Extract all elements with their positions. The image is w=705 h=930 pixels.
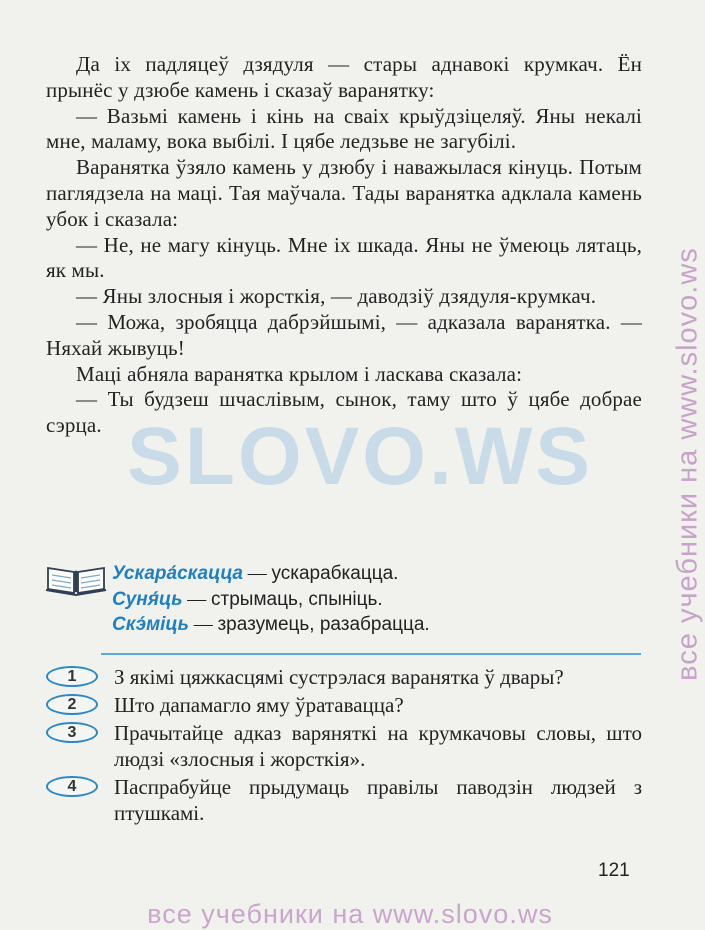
question-text: Што дапамагло яму ўратавацца? [114,693,404,717]
question-number-badge: 2 [46,694,98,715]
side-watermark: все учебники на www.slovo.ws [671,247,704,681]
question-text: З якімі цяжкасцямі сустрэлася варанятка ў двары? [114,665,564,689]
question-item [46,692,642,718]
story-paragraph: — Ты будзеш шчаслівым, сынок, таму што ў цябе добрае сэрца. [46,387,642,438]
glossary-definition: ускарабкацца. [271,563,399,584]
glossary-definition: стрымаць, спыніць. [211,588,383,610]
glossary [112,561,632,638]
question-item [46,720,642,772]
glossary-dash: — [193,614,213,635]
center-watermark: SLOVO.WS [127,411,593,502]
glossary-term: Ускара́скацца [112,563,243,584]
question-text: Прачытайце адказ варяняткі на крумкачовы словы, што людзі «злосныя і жорсткія». [114,721,642,771]
story-paragraph: Да іх падляцеў дзядуля — стары аднавокі крумкач. Ён прынёс у дзюбе камень і сказаў варанятку: [46,52,642,102]
story-paragraph: — Яны злосныя і жорсткія, — даводзіў дзядуля-крумкач. [76,284,597,309]
question-number-badge: 4 [46,776,98,797]
question-item [46,774,642,826]
question-number-badge: 3 [46,722,98,743]
glossary-definition: зразумець, разабрацца. [217,614,430,635]
glossary-term: Скэ́міць [112,614,189,635]
section-divider [101,653,641,655]
glossary-entry [112,612,632,638]
bottom-watermark: все учебники на www.slovo.ws [147,899,553,929]
story-paragraph: — Не, не магу кінуць. Мне іх шкада. Яны не ўмеюць лятаць, як мы. [46,232,642,283]
glossary-entry [112,561,632,587]
question-number-badge: 1 [46,666,98,687]
questions-list [46,664,642,828]
page-number: 121 [598,860,630,881]
glossary-dash: — [247,563,267,584]
story-paragraph: — Вазьмі камень і кінь на сваіх крыўдзіцеляў. Яны некалі мне, маламу, вока выбілі. І цябе ледзьве не загубілі. [46,103,642,154]
glossary-dash: — [187,588,207,610]
glossary-entry [112,587,632,613]
story-paragraph: Варанятка ўзяло камень у дзюбу і наважылася кінуць. Потым паглядзела на маці. Тая маўчала. Тады варанятка адклала камень убок і сказала: [46,155,642,231]
question-item [46,664,642,690]
story-paragraph: — Можа, зробяцца дабрэйшымі, — адказала варанятка. — Няхай жывуць! [46,309,642,360]
story-paragraph: Маці абняла варанятка крылом і ласкава сказала: [76,361,523,386]
glossary-term: Суня́ць [112,588,183,610]
story-text [46,52,642,439]
open-book-icon [45,560,107,596]
question-text: Паспрабуйце прыдумаць правілы паводзін людзей з птушкамі. [114,775,642,825]
